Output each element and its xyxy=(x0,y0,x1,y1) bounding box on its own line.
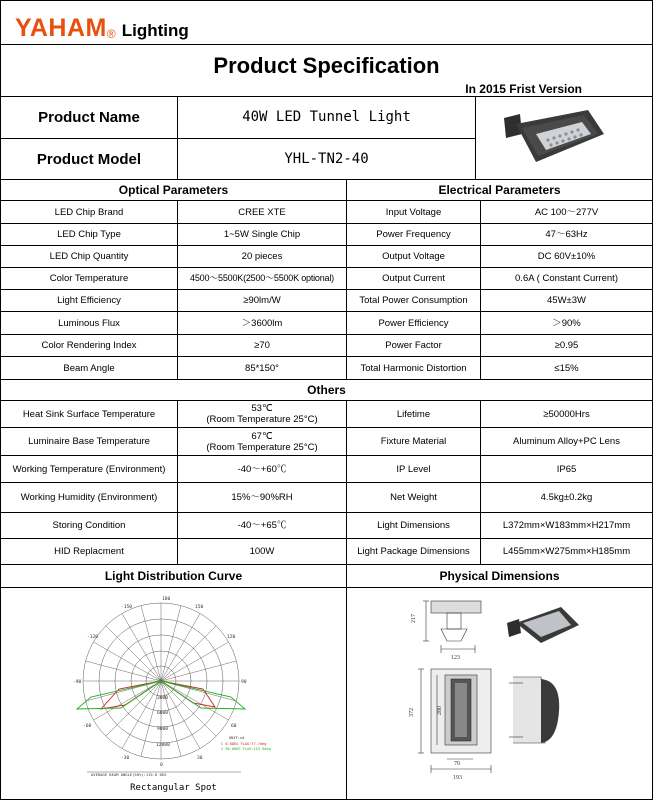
others-label: Working Humidity (Environment) xyxy=(20,492,158,503)
curve-caption: Rectangular Spot xyxy=(130,783,217,793)
brand-registered-mark: ® xyxy=(106,27,116,41)
optical-value: ≥70 xyxy=(254,340,270,351)
others-label: HID Replacment xyxy=(54,546,124,557)
electrical-value: 47～63Hz xyxy=(545,229,588,240)
angle-label: -90 xyxy=(73,680,82,685)
brand-subtitle: Lighting xyxy=(121,21,189,40)
product-model-label: Product Model xyxy=(36,150,142,168)
electrical-value: DC 60V±10% xyxy=(537,251,596,262)
divider xyxy=(1,587,652,588)
electrical-value: 0.6A ( Constant Current) xyxy=(515,273,618,284)
electrical-label: Input Voltage xyxy=(385,206,442,218)
angle-label: 150 xyxy=(195,605,204,610)
angle-label: -30 xyxy=(121,756,130,761)
electrical-label: Power Factor xyxy=(385,340,442,351)
others-label: IP Level xyxy=(396,463,431,475)
divider xyxy=(1,44,652,45)
electrical-value: AC 100～277V xyxy=(534,206,599,218)
optical-label: LED Chip Type xyxy=(57,229,121,240)
product-name-value: 40W LED Tunnel Light xyxy=(242,109,411,125)
others-value: L372mm×W183mm×H217mm xyxy=(502,520,631,531)
others-value: ≥50000Hrs xyxy=(543,408,590,420)
unit-label: UNIT:cd xyxy=(229,736,245,740)
brand-logo xyxy=(15,7,189,43)
optical-value: 1~5W Single Chip xyxy=(223,229,301,240)
dim-height: 217 xyxy=(411,614,417,623)
optical-label: Beam Angle xyxy=(63,362,115,374)
angle-label: 120 xyxy=(227,635,236,640)
dim-inner-width: 70 xyxy=(454,761,460,767)
others-label: Storing Condition xyxy=(52,520,126,531)
dim-length: 372 xyxy=(409,708,415,717)
radial-label: 6000 xyxy=(157,711,169,716)
others-label: Heat Sink Surface Temperature xyxy=(22,408,156,420)
legend-entry: C 90.0DEG FLAG:153.5deg xyxy=(221,747,271,751)
electrical-label: Output Current xyxy=(382,273,445,284)
brand-name: YAHAM xyxy=(15,14,107,42)
others-value: L455mm×W275mm×H185mm xyxy=(502,546,631,557)
electrical-label: Output Voltage xyxy=(382,251,445,262)
others-label: Luminaire Base Temperature xyxy=(28,436,150,447)
legend-entry: C 0.0DEG FLAG:77.7deg xyxy=(221,742,267,746)
others-value xyxy=(178,401,346,427)
others-value-main: 67℃ xyxy=(251,430,273,442)
others-label: Fixture Material xyxy=(380,436,447,447)
electrical-value: 45W±3W xyxy=(547,295,586,306)
dim-width-top: 123 xyxy=(451,655,460,661)
angle-label: -60 xyxy=(83,724,92,729)
divider xyxy=(346,564,347,799)
angle-label: 180 xyxy=(162,597,171,602)
others-value-main: 53℃ xyxy=(251,403,273,414)
divider xyxy=(475,96,476,179)
radial-label: 9000 xyxy=(157,727,169,732)
others-label: Net Weight xyxy=(390,492,437,503)
optical-value: ＞3600lm xyxy=(241,317,283,329)
version-note: In 2015 Frist Version xyxy=(465,82,582,96)
optical-label: Light Efficiency xyxy=(57,295,121,306)
others-header: Others xyxy=(307,382,346,397)
others-value-note: (Room Temperature 25°C) xyxy=(206,414,318,425)
electrical-value: ＞90% xyxy=(552,317,581,329)
product-name-label: Product Name xyxy=(38,109,140,126)
others-label: Light Package Dimensions xyxy=(357,546,470,557)
electrical-label: Total Harmonic Distortion xyxy=(360,362,467,374)
others-value: 100W xyxy=(249,546,275,557)
angle-label: 30 xyxy=(197,756,203,761)
optical-value: 4500～5500K(2500～5500K optional) xyxy=(190,273,334,283)
others-value-note: (Room Temperature 25°C) xyxy=(206,441,318,453)
electrical-value: ≥0.95 xyxy=(554,340,579,351)
curve-c0 xyxy=(101,681,161,709)
angle-label: 0 xyxy=(160,763,163,768)
product-model-value: YHL-TN2-40 xyxy=(284,150,369,167)
tunnel-light-photo xyxy=(496,104,611,172)
radial-label: 3000 xyxy=(157,696,169,701)
optical-label: Color Temperature xyxy=(49,273,129,284)
dim-inner-length: 280 xyxy=(437,706,443,715)
optical-label: Color Rendering Index xyxy=(41,340,137,351)
electrical-label: Power Frequency xyxy=(376,229,451,240)
optical-value: 20 pieces xyxy=(241,251,283,262)
others-value: -40～+60℃ xyxy=(237,463,287,475)
radial-label: 12000 xyxy=(156,743,170,748)
dim-width: 193 xyxy=(453,775,462,781)
electrical-parameters-header: Electrical Parameters xyxy=(438,182,561,197)
others-label: Lifetime xyxy=(396,408,431,420)
angle-label: 60 xyxy=(231,724,237,729)
optical-value: ≥90lm/W xyxy=(243,295,281,306)
light-distribution-diagram xyxy=(61,591,291,783)
optical-label: Luminous Flux xyxy=(58,317,120,329)
light-distribution-header: Light Distribution Curve xyxy=(104,568,243,583)
angle-label: -120 xyxy=(87,635,99,640)
angle-label: 90 xyxy=(241,680,247,685)
others-value: 15%～90%RH xyxy=(231,492,293,503)
others-value: 4.5kg±0.2kg xyxy=(540,492,593,503)
others-value: IP65 xyxy=(556,463,577,475)
others-label: Light Dimensions xyxy=(377,520,450,531)
others-value: -40～+65℃ xyxy=(237,520,287,531)
electrical-label: Power Efficiency xyxy=(378,317,449,329)
others-label: Working Temperature (Environment) xyxy=(12,463,166,475)
physical-dimensions-header: Physical Dimensions xyxy=(439,568,560,583)
others-value: Aluminum Alloy+PC Lens xyxy=(513,436,620,447)
optical-value: 85*150° xyxy=(245,362,279,374)
beam-angle-note: AVERAGE BEAM ANGLE(50%):115.6 DEG xyxy=(91,772,167,777)
optical-label: LED Chip Brand xyxy=(54,206,124,218)
electrical-label: Total Power Consumption xyxy=(359,295,468,306)
angle-label: -150 xyxy=(121,605,133,610)
electrical-value: ≤15% xyxy=(554,362,579,374)
optical-label: LED Chip Quantity xyxy=(49,251,129,262)
physical-dimensions-drawing xyxy=(401,593,601,785)
optical-parameters-header: Optical Parameters xyxy=(118,182,229,197)
others-value xyxy=(178,428,346,455)
optical-value: CREE XTE xyxy=(238,206,286,218)
page-title: Product Specification xyxy=(213,53,440,78)
